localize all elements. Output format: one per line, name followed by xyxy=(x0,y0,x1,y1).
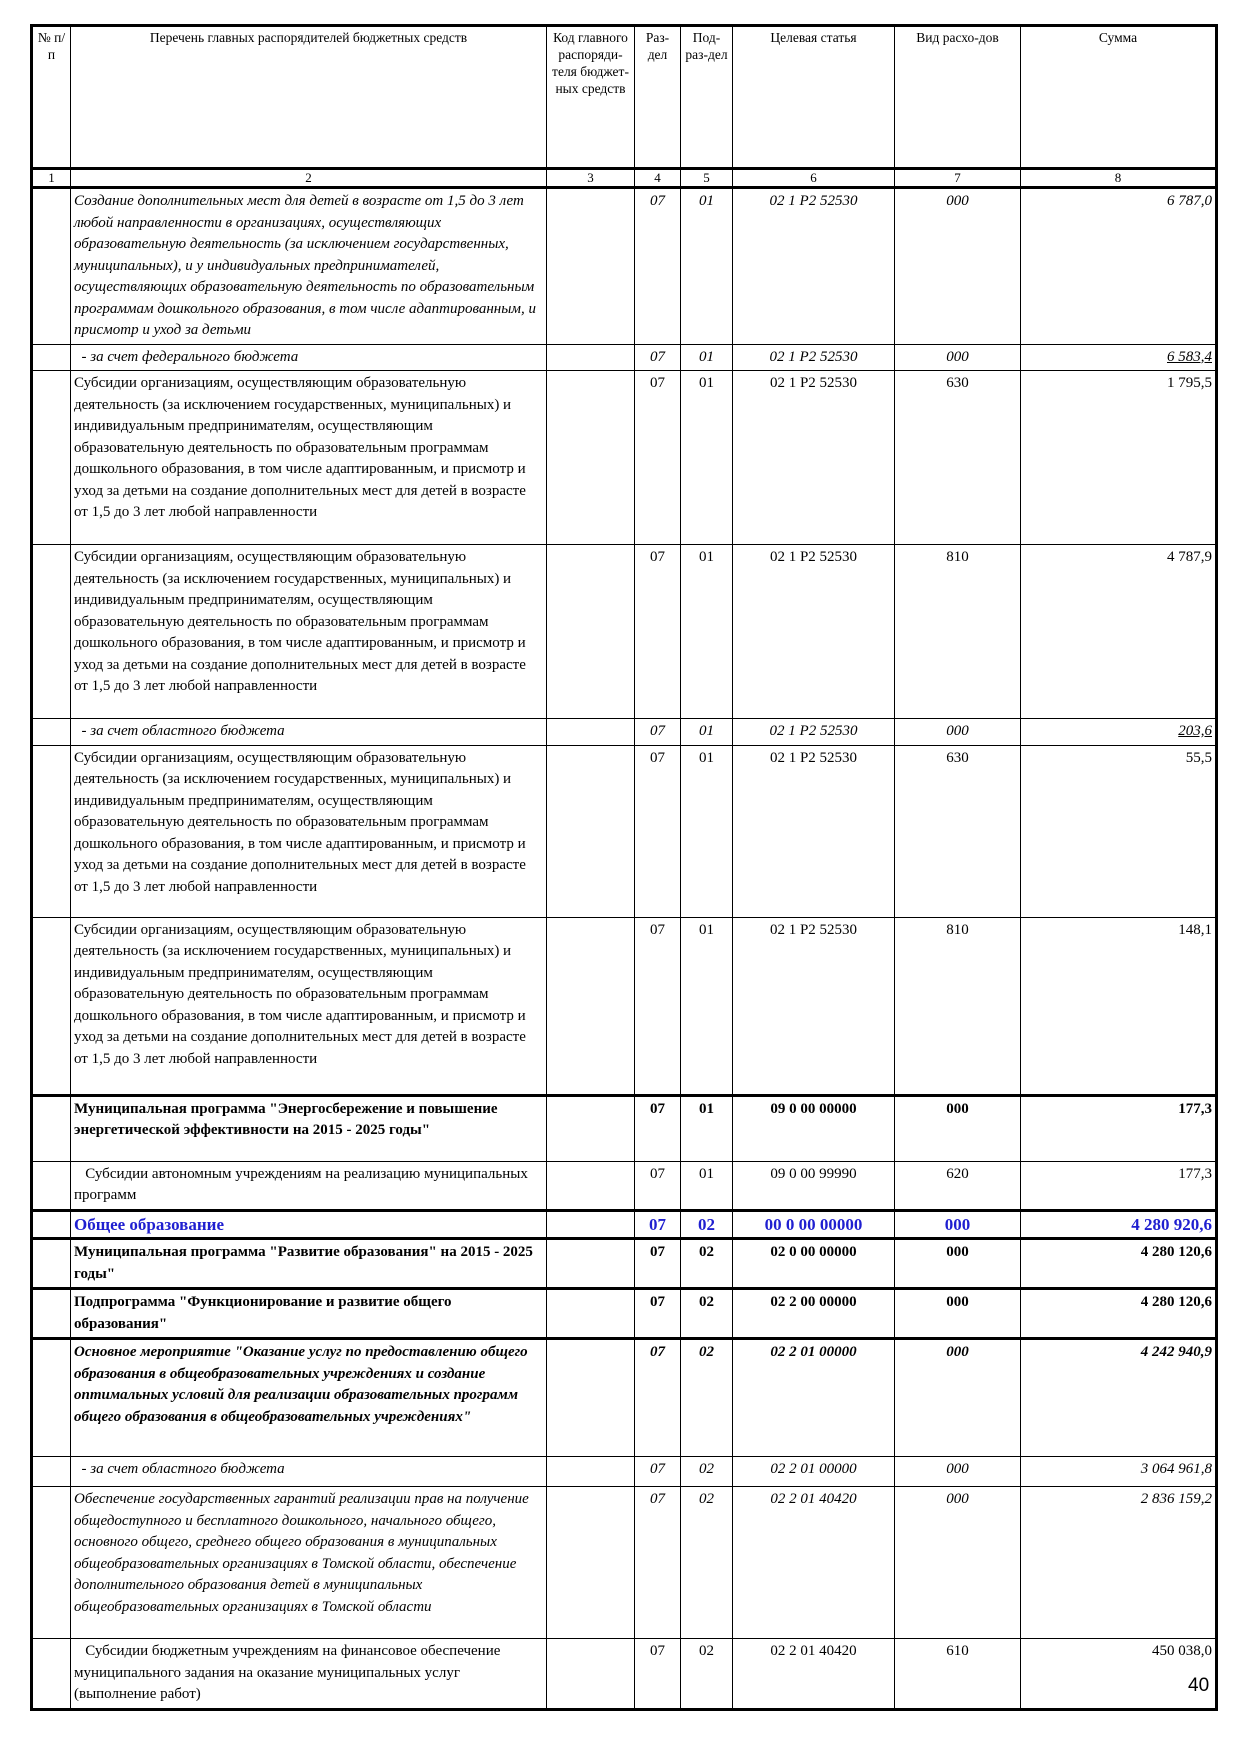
row-razdel: 07 xyxy=(635,371,681,545)
row-code xyxy=(547,1289,635,1339)
header-code: Код главного распоряди-теля бюджет-ных средств xyxy=(547,26,635,169)
header-podrazdel: Под-раз-дел xyxy=(681,26,733,169)
row-name: Муниципальная программа "Энергосбережение и повышение энергетической эффективности на 2015 - 2025 годы" xyxy=(71,1095,547,1161)
row-code xyxy=(547,344,635,371)
row-statya: 09 0 00 99990 xyxy=(733,1161,895,1210)
row-podrazdel: 01 xyxy=(681,745,733,917)
row-summa: 2 836 159,2 xyxy=(1021,1487,1217,1639)
row-name: Муниципальная программа "Развитие образования" на 2015 - 2025 годы" xyxy=(71,1239,547,1289)
row-vid: 000 xyxy=(895,719,1021,746)
row-vid: 000 xyxy=(895,1457,1021,1487)
row-summa: 177,3 xyxy=(1021,1161,1217,1210)
row-summa: 148,1 xyxy=(1021,917,1217,1095)
row-number xyxy=(32,1210,71,1239)
row-name: - за счет федерального бюджета xyxy=(71,344,547,371)
table-row xyxy=(32,1289,1217,1339)
row-summa: 450 038,0 xyxy=(1021,1639,1217,1710)
row-statya: 09 0 00 00000 xyxy=(733,1095,895,1161)
row-name: Обеспечение государственных гарантий реализации прав на получение общедоступного и бесплатного дошкольного, начального общего, основного общего, среднего общего образования в муниципальных общеобразовательных организациях в Томской области, обеспечение дополнительного образования детей в муниципальных общеобразовательных организациях в Томской области xyxy=(71,1487,547,1639)
table-header-row xyxy=(32,26,1217,169)
row-code xyxy=(547,1161,635,1210)
row-vid: 000 xyxy=(895,1210,1021,1239)
row-vid: 000 xyxy=(895,1487,1021,1639)
page-number: 40 xyxy=(1188,1675,1210,1696)
row-statya: 02 2 01 00000 xyxy=(733,1457,895,1487)
row-number xyxy=(32,719,71,746)
row-code xyxy=(547,1639,635,1710)
row-podrazdel: 01 xyxy=(681,1095,733,1161)
row-summa: 6 787,0 xyxy=(1021,188,1217,345)
row-number xyxy=(32,1457,71,1487)
row-podrazdel: 01 xyxy=(681,917,733,1095)
row-podrazdel: 01 xyxy=(681,719,733,746)
row-number xyxy=(32,1161,71,1210)
row-statya: 02 1 P2 52530 xyxy=(733,917,895,1095)
row-code xyxy=(547,1487,635,1639)
row-podrazdel: 02 xyxy=(681,1487,733,1639)
row-number xyxy=(32,1095,71,1161)
row-podrazdel: 02 xyxy=(681,1457,733,1487)
column-number: 2 xyxy=(71,169,547,188)
row-statya: 02 2 01 40420 xyxy=(733,1639,895,1710)
row-summa: 203,6 xyxy=(1021,719,1217,746)
table-row xyxy=(32,1487,1217,1639)
table-row xyxy=(32,917,1217,1095)
row-razdel: 07 xyxy=(635,1210,681,1239)
row-code xyxy=(547,917,635,1095)
row-statya: 02 0 00 00000 xyxy=(733,1239,895,1289)
row-statya: 02 2 01 40420 xyxy=(733,1487,895,1639)
row-code xyxy=(547,371,635,545)
row-code xyxy=(547,1457,635,1487)
row-razdel: 07 xyxy=(635,344,681,371)
row-vid: 810 xyxy=(895,545,1021,719)
row-razdel: 07 xyxy=(635,745,681,917)
row-number xyxy=(32,371,71,545)
table-row xyxy=(32,1339,1217,1457)
row-statya: 02 1 P2 52530 xyxy=(733,371,895,545)
table-row xyxy=(32,1095,1217,1161)
row-number xyxy=(32,1239,71,1289)
row-podrazdel: 01 xyxy=(681,344,733,371)
row-podrazdel: 02 xyxy=(681,1339,733,1457)
row-vid: 000 xyxy=(895,1239,1021,1289)
row-statya: 00 0 00 00000 xyxy=(733,1210,895,1239)
row-code xyxy=(547,1210,635,1239)
row-razdel: 07 xyxy=(635,545,681,719)
column-number: 3 xyxy=(547,169,635,188)
row-name: Субсидии организациям, осуществляющим образовательную деятельность (за исключением государственных, муниципальных) и индивидуальным предпринимателям, осуществляющим образовательную деятельность по образовательным программам дошкольного образования, в том числе адаптированным, и присмотр и уход за детьми на создание дополнительных мест для детей в возрасте от 1,5 до 3 лет любой направленности xyxy=(71,917,547,1095)
row-number xyxy=(32,745,71,917)
column-number: 5 xyxy=(681,169,733,188)
row-name: Подпрограмма "Функционирование и развитие общего образования" xyxy=(71,1289,547,1339)
row-vid: 620 xyxy=(895,1161,1021,1210)
header-summa: Сумма xyxy=(1021,26,1217,169)
row-podrazdel: 01 xyxy=(681,371,733,545)
row-vid: 810 xyxy=(895,917,1021,1095)
table-row xyxy=(32,719,1217,746)
row-name: - за счет областного бюджета xyxy=(71,719,547,746)
header-number: № п/п xyxy=(32,26,71,169)
row-vid: 630 xyxy=(895,371,1021,545)
table-row xyxy=(32,745,1217,917)
row-number xyxy=(32,545,71,719)
row-number xyxy=(32,344,71,371)
header-razdel: Раз-дел xyxy=(635,26,681,169)
row-summa: 4 787,9 xyxy=(1021,545,1217,719)
table-row xyxy=(32,371,1217,545)
row-number xyxy=(32,1487,71,1639)
column-number: 8 xyxy=(1021,169,1217,188)
row-statya: 02 1 P2 52530 xyxy=(733,745,895,917)
row-code xyxy=(547,1095,635,1161)
header-name: Перечень главных распорядителей бюджетных средств xyxy=(71,26,547,169)
row-code xyxy=(547,188,635,345)
row-statya: 02 2 00 00000 xyxy=(733,1289,895,1339)
row-code xyxy=(547,545,635,719)
row-podrazdel: 01 xyxy=(681,545,733,719)
row-name: Субсидии автономным учреждениям на реализацию муниципальных программ xyxy=(71,1161,547,1210)
row-vid: 000 xyxy=(895,344,1021,371)
row-summa: 55,5 xyxy=(1021,745,1217,917)
table-row xyxy=(32,188,1217,345)
table-row xyxy=(32,1210,1217,1239)
row-summa: 4 242 940,9 xyxy=(1021,1339,1217,1457)
table-row xyxy=(32,1161,1217,1210)
row-statya: 02 1 P2 52530 xyxy=(733,719,895,746)
row-podrazdel: 02 xyxy=(681,1639,733,1710)
budget-table-page xyxy=(30,24,1215,1711)
row-razdel: 07 xyxy=(635,1161,681,1210)
row-podrazdel: 02 xyxy=(681,1289,733,1339)
row-number xyxy=(32,1289,71,1339)
row-name: Субсидии организациям, осуществляющим образовательную деятельность (за исключением государственных, муниципальных) и индивидуальным предпринимателям, осуществляющим образовательную деятельность по образовательным программам дошкольного образования, в том числе адаптированным, и присмотр и уход за детьми на создание дополнительных мест для детей в возрасте от 1,5 до 3 лет любой направленности xyxy=(71,371,547,545)
row-code xyxy=(547,1239,635,1289)
row-razdel: 07 xyxy=(635,1239,681,1289)
header-statya: Целевая статья xyxy=(733,26,895,169)
row-vid: 630 xyxy=(895,745,1021,917)
row-number xyxy=(32,1639,71,1710)
row-summa: 4 280 120,6 xyxy=(1021,1239,1217,1289)
column-number: 4 xyxy=(635,169,681,188)
row-code xyxy=(547,745,635,917)
row-razdel: 07 xyxy=(635,917,681,1095)
row-razdel: 07 xyxy=(635,1457,681,1487)
row-number xyxy=(32,188,71,345)
row-razdel: 07 xyxy=(635,1095,681,1161)
row-number xyxy=(32,1339,71,1457)
row-name: Субсидии организациям, осуществляющим образовательную деятельность (за исключением государственных, муниципальных) и индивидуальным предпринимателям, осуществляющим образовательную деятельность по образовательным программам дошкольного образования, в том числе адаптированным, и присмотр и уход за детьми на создание дополнительных мест для детей в возрасте от 1,5 до 3 лет любой направленности xyxy=(71,545,547,719)
row-statya: 02 1 P2 52530 xyxy=(733,545,895,719)
row-razdel: 07 xyxy=(635,1339,681,1457)
row-statya: 02 1 P2 52530 xyxy=(733,344,895,371)
row-vid: 000 xyxy=(895,1095,1021,1161)
column-number: 7 xyxy=(895,169,1021,188)
row-razdel: 07 xyxy=(635,1289,681,1339)
table-row xyxy=(32,344,1217,371)
row-summa: 4 280 920,6 xyxy=(1021,1210,1217,1239)
row-number xyxy=(32,917,71,1095)
row-razdel: 07 xyxy=(635,1487,681,1639)
row-podrazdel: 01 xyxy=(681,1161,733,1210)
column-number: 6 xyxy=(733,169,895,188)
row-vid: 000 xyxy=(895,188,1021,345)
row-summa: 3 064 961,8 xyxy=(1021,1457,1217,1487)
table-row xyxy=(32,1639,1217,1710)
row-vid: 610 xyxy=(895,1639,1021,1710)
row-name: Создание дополнительных мест для детей в возрасте от 1,5 до 3 лет любой направленности в организациях, осуществляющих образовательную деятельность (за исключением государственных, муниципальных), и у индивидуальных предпринимателей, осуществляющих образовательную деятельность по образовательным программам дошкольного образования, в том числе адаптированным, и присмотр и уход за детьми xyxy=(71,188,547,345)
budget-table xyxy=(30,24,1218,1711)
row-statya: 02 2 01 00000 xyxy=(733,1339,895,1457)
row-razdel: 07 xyxy=(635,188,681,345)
row-statya: 02 1 P2 52530 xyxy=(733,188,895,345)
column-number: 1 xyxy=(32,169,71,188)
column-number-row xyxy=(32,169,1217,188)
row-podrazdel: 02 xyxy=(681,1210,733,1239)
row-razdel: 07 xyxy=(635,1639,681,1710)
row-summa: 1 795,5 xyxy=(1021,371,1217,545)
row-podrazdel: 02 xyxy=(681,1239,733,1289)
row-name: Субсидии организациям, осуществляющим образовательную деятельность (за исключением государственных, муниципальных) и индивидуальным предпринимателям, осуществляющим образовательную деятельность по образовательным программам дошкольного образования, в том числе адаптированным, и присмотр и уход за детьми на создание дополнительных мест для детей в возрасте от 1,5 до 3 лет любой направленности xyxy=(71,745,547,917)
row-summa: 6 583,4 xyxy=(1021,344,1217,371)
row-name: Общее образование xyxy=(71,1210,547,1239)
row-name: Основное мероприятие "Оказание услуг по предоставлению общего образования в общеобразовательных учреждениях и создание оптимальных условий для реализации образовательных программ общего образования в общеобразовательных учреждениях" xyxy=(71,1339,547,1457)
table-row xyxy=(32,1457,1217,1487)
row-vid: 000 xyxy=(895,1289,1021,1339)
row-name: Субсидии бюджетным учреждениям на финансовое обеспечение муниципального задания на оказание муниципальных услуг (выполнение работ) xyxy=(71,1639,547,1710)
row-code xyxy=(547,1339,635,1457)
row-summa: 4 280 120,6 xyxy=(1021,1289,1217,1339)
table-row xyxy=(32,545,1217,719)
table-row xyxy=(32,1239,1217,1289)
row-podrazdel: 01 xyxy=(681,188,733,345)
row-code xyxy=(547,719,635,746)
row-razdel: 07 xyxy=(635,719,681,746)
row-summa: 177,3 xyxy=(1021,1095,1217,1161)
row-vid: 000 xyxy=(895,1339,1021,1457)
row-name: - за счет областного бюджета xyxy=(71,1457,547,1487)
header-vid: Вид расхо-дов xyxy=(895,26,1021,169)
